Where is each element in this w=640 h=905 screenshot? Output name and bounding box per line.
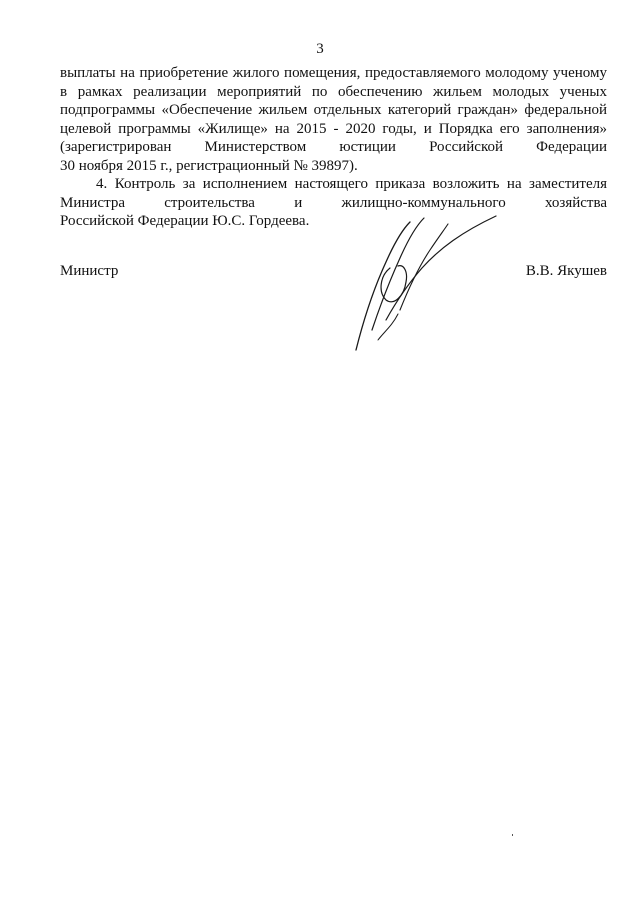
scan-speck — [512, 834, 513, 836]
paragraph-4-line: Российской Федерации Ю.С. Гордеева. — [60, 213, 310, 229]
signer-title: Министр — [60, 263, 119, 279]
text-line: подпрограммы «Обеспечение жильем отдельных категорий граждан» федеральной — [60, 102, 607, 118]
handwritten-signature — [350, 210, 500, 355]
text-line: выплаты на приобретение жилого помещения, предоставляемого молодому ученому — [60, 65, 607, 81]
page-number: 3 — [316, 41, 324, 57]
text-line: целевой программы «Жилище» на 2015 - 2020 годы, и Порядка его заполнения» — [60, 120, 607, 137]
text-line: в рамках реализации мероприятий по обеспечению жильем молодых ученых — [60, 83, 607, 100]
text-line: (зарегистрирован Министерством юстиции Российской Федерации — [60, 139, 607, 155]
paragraph-4-line: 4. Контроль за исполнением настоящего приказа возложить на заместителя — [96, 176, 607, 192]
text-line: 30 ноября 2015 г., регистрационный № 39897). — [60, 157, 358, 174]
signer-name: В.В. Якушев — [525, 263, 607, 279]
paragraph-4-line: Министра строительства и жилищно-коммунального хозяйства — [60, 194, 607, 211]
signature-block — [60, 262, 607, 280]
body-text — [60, 64, 607, 231]
